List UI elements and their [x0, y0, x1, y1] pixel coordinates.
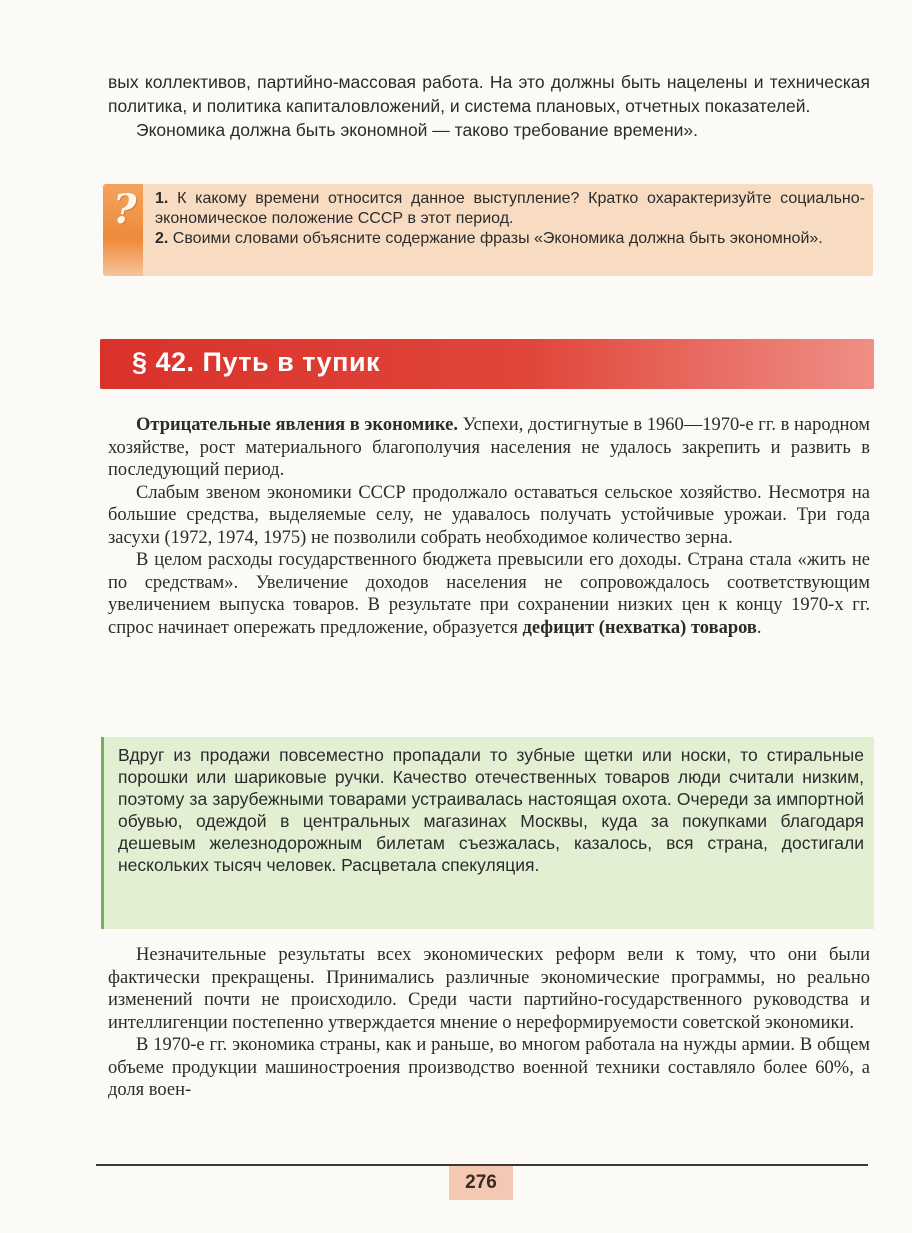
top-paragraph-2: Экономика должна быть экономной — таково требование времени». [136, 120, 698, 140]
question-1-number: 1. [155, 190, 169, 207]
top-paragraph-1: вых коллективов, партийно-массовая работа. На это должны быть нацелены и техническая политика, и политика капиталовложений, и система плановых, отчетных показателей. [108, 72, 870, 116]
main-text-block-1 [108, 414, 870, 639]
body-paragraph-3-text: В целом расходы государственного бюджета превысили его доходы. Страна стала «жить не по средствам». Увеличение доходов населения не сопровождалось соответствующим увеличением выпуска товаров. В результате при сохранении низких цен к концу 1970-х гг. спрос начинает опережать предложение, образуется [108, 550, 870, 638]
question-1-text: К какому времени относится данное выступление? Кратко охарактеризуйте социально-экономическое положение СССР в этот период. [155, 190, 865, 227]
body-paragraph-4: Незначительные результаты всех экономических реформ вели к тому, что они были фактически прекращены. Принимались различные экономические программы, но реально изменений почти не происходило. Среди части партийно-государственного руководства и интеллигенции постепенно утверждается мнение о нереформируемости советской экономики. [108, 945, 870, 1033]
questions-strip [103, 184, 143, 276]
body-paragraph-1-text: Успехи, достигнутые в 1960—1970-е гг. в народном хозяйстве, рост материального благополучия населения не удалось закрепить и развить в последующий период. [108, 415, 870, 480]
quote-paragraph: Вдруг из продажи повсеместно пропадали то зубные щетки или носки, то стиральные порошки или шариковые ручки. Качество отечественных товаров люди считали низким, поэтому за зарубежными товарами устраивалась настоящая охота. Очереди за импортной обувью, одеждой в центральных магазинах Москвы, куда за покупками благодаря дешевым железнодорожным билетам съезжалась, казалось, вся страна, достигали нескольких тысяч человек. Расцветала спекуляция. [118, 745, 864, 875]
page-number: 276 [449, 1166, 513, 1200]
questions-box [103, 184, 873, 276]
body-paragraph-3 [108, 549, 870, 639]
quote-text [118, 744, 864, 876]
question-2-text: Своими словами объясните содержание фразы «Экономика должна быть экономной». [172, 230, 823, 247]
body-paragraph-5: В 1970-е гг. экономика страны, как и раньше, во многом работала на нужды армии. В общем объеме продукции машиностроения производство военной техники составляло более 60%, а доля воен- [108, 1035, 870, 1100]
subheading-negative-phenomena: Отрицательные явления в экономике. [136, 415, 458, 435]
question-mark-icon: ? [113, 186, 137, 233]
section-title: § 42. Путь в тупик [132, 347, 381, 377]
quote-box [101, 737, 874, 929]
top-text-block [108, 70, 870, 142]
term-deficit: дефицит (нехватка) товаров [522, 617, 757, 638]
question-1 [155, 189, 865, 229]
questions-text [155, 189, 865, 249]
question-2 [155, 229, 865, 249]
section-header [100, 339, 874, 389]
body-paragraph-1 [108, 414, 870, 482]
body-paragraph-2: Слабым звеном экономики СССР продолжало оставаться сельское хозяйство. Несмотря на большие средства, выделяемые селу, не удавалось получать устойчивые урожаи. Три года засухи (1972, 1974, 1975) не позволили собрать необходимое количество зерна. [108, 482, 870, 548]
body-paragraph-3-end: . [756, 617, 762, 638]
main-text-block-2 [108, 944, 870, 1102]
question-2-number: 2. [155, 230, 169, 247]
